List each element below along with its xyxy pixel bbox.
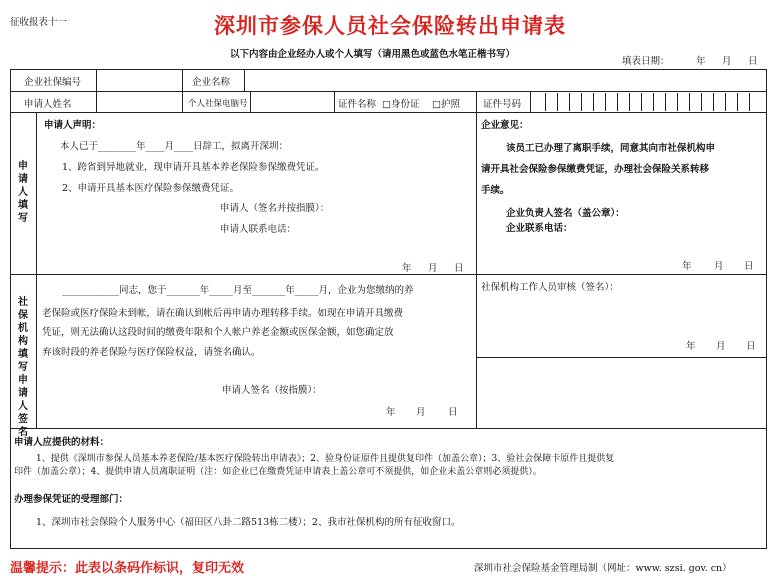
agency-text-line-2: 老保险或医疗保险未到帐，请在确认到帐后再申请办理转移手续。如现在申请开具缴费	[42, 308, 404, 319]
id-option-passport[interactable]: □护照	[432, 99, 460, 110]
applicant-year: 年	[402, 263, 412, 274]
applicant-sign-label: 申请人（签名并按指膜）：	[220, 203, 330, 214]
agency-side-label: 社保机构填写申请人签名	[18, 297, 28, 438]
pc-no-label: 个人社保电脑号	[188, 99, 248, 109]
applicant-heading: 申请人声明：	[44, 120, 102, 131]
footer-tip: 温馨提示：此表以条码作标识，复印无效	[10, 561, 245, 576]
reviewer-day: 日	[746, 341, 756, 352]
fill-date-month: 月	[722, 56, 732, 67]
company-name-label: 企业名称	[192, 77, 231, 88]
company-opinion-line-3: 手续。	[481, 185, 510, 196]
reviewer-label: 社保机构工作人员审核（签名）：	[481, 282, 619, 293]
company-phone-label: 企业联系电话：	[506, 223, 573, 234]
materials-line-1: 1、提供《深圳市参保人员基本养老保险/基本医疗保险转出申请表》；2、验身份证原件且提供复印件（加盖公章）；3、验社会保障卡原件且提供复	[36, 454, 615, 464]
applicant-statement: 本人已于________年____月____日辞工，拟离开深圳：	[60, 141, 289, 152]
company-name-field[interactable]	[246, 71, 764, 89]
id-no-label: 证件号码	[483, 99, 522, 110]
agency-year: 年	[386, 407, 396, 418]
materials-heading: 申请人应提供的材料：	[14, 437, 110, 448]
company-sign-label: 企业负责人签名（盖公章）：	[506, 208, 625, 219]
company-no-field[interactable]	[98, 71, 180, 89]
company-opinion-line-1: 该员工已办理了离职手续，同意其向市社保机构申	[506, 143, 716, 154]
agency-month: 月	[416, 407, 426, 418]
applicant-item-1: 1、跨省到异地就业，现申请开具基本养老保险参保缴费凭证。	[62, 162, 325, 173]
agency-sign-label: 申请人签名（按指膜）：	[222, 385, 322, 396]
company-opinion-line-2: 请开具社会保险参保缴费凭证，办理社会保险关系转移	[481, 164, 710, 175]
applicant-month: 月	[428, 263, 438, 274]
departments-line-1: 1、深圳市社会保险个人服务中心（福田区八卦二路513栋二楼）；2、我市社保机构的所有征收窗口。	[36, 517, 461, 528]
company-heading: 企业意见：	[481, 120, 529, 131]
fill-date-day: 日	[748, 56, 758, 67]
company-year: 年	[682, 261, 692, 272]
company-no-label: 企业社保编号	[24, 77, 82, 88]
applicant-phone-label: 申请人联系电话：	[220, 224, 297, 235]
company-month: 月	[714, 261, 724, 272]
reviewer-month: 月	[716, 341, 726, 352]
agency-day: 日	[448, 407, 458, 418]
agency-text-line-4: 弃该时段的养老保险与医疗保险权益，请签名确认。	[42, 347, 261, 358]
id-type-label: 证件名称	[338, 99, 377, 110]
applicant-side-label: 申请人填写	[18, 161, 28, 224]
applicant-item-2: 2、申请开具基本医疗保险参保缴费凭证。	[62, 183, 240, 194]
applicant-day: 日	[454, 263, 464, 274]
fill-date-year: 年	[696, 56, 706, 67]
applicant-name-label: 申请人姓名	[24, 99, 72, 110]
company-day: 日	[744, 261, 754, 272]
id-option-idcard[interactable]: □身份证	[382, 99, 420, 110]
footer-issuer: 深圳市社会保险基金管理局制（网址：www. szsi. gov. cn）	[474, 563, 732, 574]
reviewer-year: 年	[686, 341, 696, 352]
form-code: 征收报表十一	[10, 17, 68, 28]
materials-line-2: 印件（加盖公章）；4、提供申请人员离职证明（注：如企业已在缴费凭证申请表上盖公章可不须提供，如企业未盖公章则必须提供）。	[14, 467, 542, 477]
agency-text-line-3: 凭证，则无法确认这段时间的缴费年限和个人帐户养老金额或医保金额，如您确定放	[42, 327, 394, 338]
page-title: 深圳市参保人员社会保险转出申请表	[214, 13, 566, 38]
fill-date-label: 填表日期：	[622, 56, 670, 67]
agency-text-line-1: ____________同志，您于_______年_____月至_______年_____月，企业为您缴纳的养	[62, 285, 414, 296]
applicant-name-field[interactable]	[98, 93, 180, 110]
pc-no-field[interactable]	[252, 93, 332, 110]
departments-heading: 办理参保凭证的受理部门：	[14, 494, 129, 505]
subtitle: 以下内容由企业经办人或个人填写（请用黑色或蓝色水笔正楷书写）	[230, 49, 516, 60]
